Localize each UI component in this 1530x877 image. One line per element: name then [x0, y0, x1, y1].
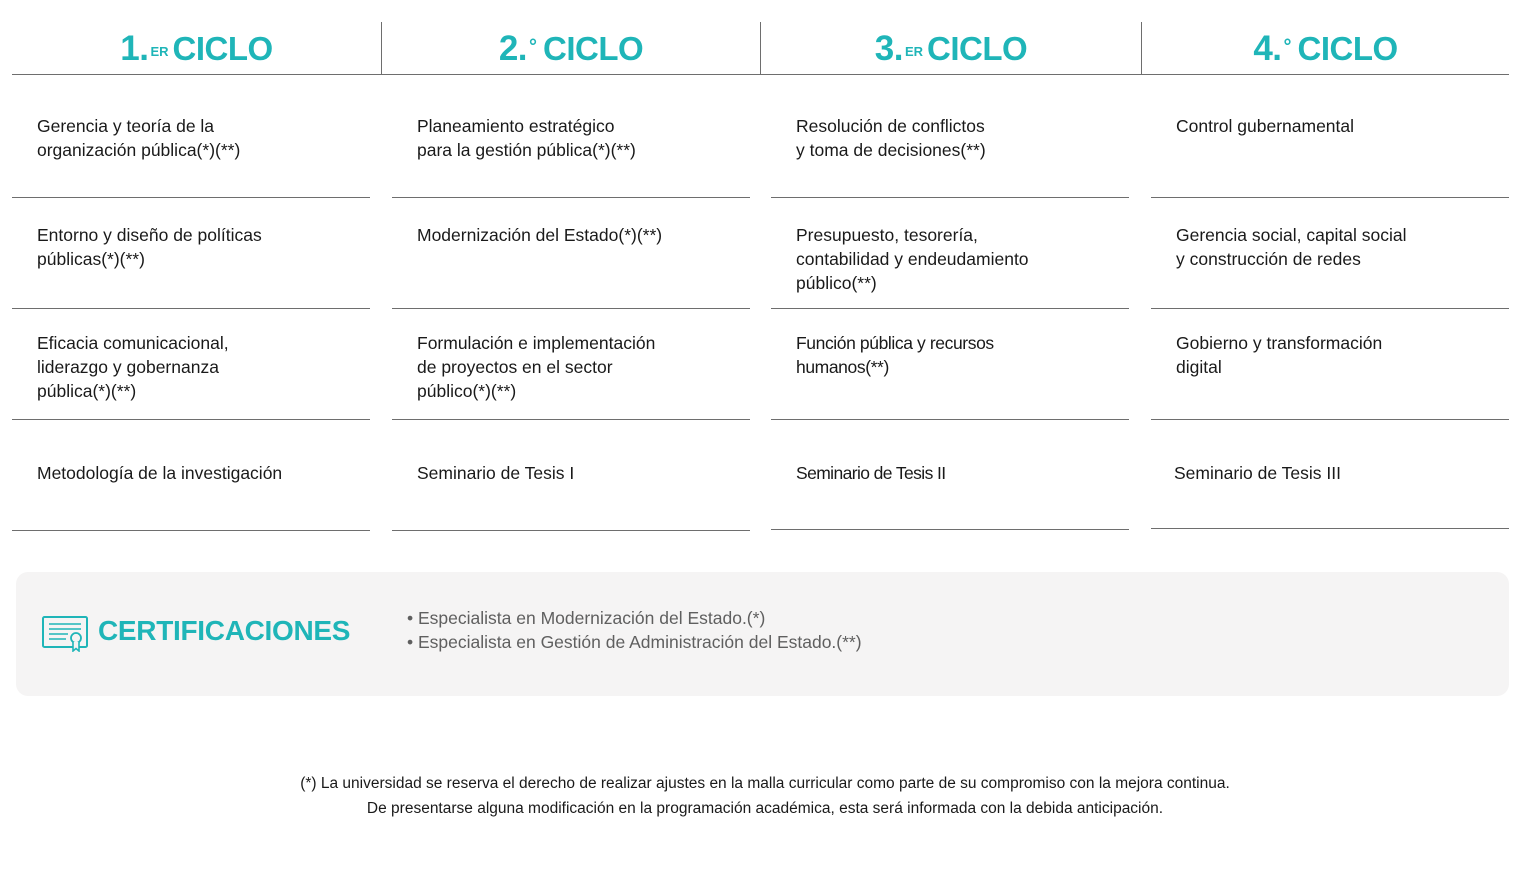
certifications-title: CERTIFICACIONES	[98, 615, 351, 646]
course-cell	[771, 461, 1129, 530]
course-cell	[771, 114, 1129, 198]
cycle-1-header	[12, 22, 381, 74]
course-line: y construcción de redes	[1176, 249, 1361, 269]
cycle-header-row	[12, 22, 1509, 75]
certification-item: • Especialista en Modernización del Estado.(*)	[407, 606, 862, 630]
course-line: pública(*)(**)	[37, 381, 137, 401]
course-line: de proyectos en el sector	[417, 357, 613, 377]
course-cell	[1151, 223, 1509, 309]
course-cell	[392, 461, 750, 531]
certification-item: • Especialista en Gestión de Administración del Estado.(**)	[407, 630, 862, 654]
course-line: y toma de decisiones(**)	[796, 140, 986, 160]
course-line: humanos(**)	[796, 357, 889, 377]
footnote-line-1: (*) La universidad se reserva el derecho de realizar ajustes en la malla curricular como parte de su compromiso con la mejora continua.	[300, 775, 1230, 792]
course-line: público(**)	[796, 273, 877, 293]
course-line: Gobierno y transformación	[1176, 333, 1383, 353]
certifications-list	[407, 606, 862, 654]
cycle-1-label: CICLO	[172, 30, 273, 67]
cycle-3-header	[760, 22, 1141, 74]
cycle-3-suffix: ER	[904, 44, 924, 59]
cycle-2-header	[381, 22, 760, 74]
course-cell	[1151, 331, 1509, 420]
cycle-4-suffix: °	[1283, 36, 1292, 58]
certifications-panel	[16, 572, 1509, 696]
course-line: contabilidad y endeudamiento	[796, 249, 1029, 269]
course-cell	[1151, 114, 1509, 198]
course-line: Control gubernamental	[1176, 116, 1355, 136]
footnote-line-2: De presentarse alguna modificación en la programación académica, esta será informada con la debida anticipación.	[366, 800, 1164, 817]
course-line: Gerencia y teoría de la	[37, 116, 215, 136]
cycle-1-title	[120, 30, 272, 68]
cycle-3-label: CICLO	[927, 30, 1028, 67]
course-cell	[12, 223, 370, 309]
cycle-2-title	[499, 30, 643, 68]
course-line: Resolución de conflictos	[796, 116, 985, 136]
course-cell	[392, 114, 750, 198]
certificate-icon	[42, 616, 88, 652]
course-line: Seminario de Tesis I	[417, 463, 575, 483]
course-cell	[12, 461, 370, 531]
course-line: digital	[1176, 357, 1222, 377]
cycle-4-title	[1253, 30, 1397, 68]
course-line: Planeamiento estratégico	[417, 116, 615, 136]
cycle-1-suffix: ER	[150, 44, 169, 59]
cycle-4-label: CICLO	[1297, 30, 1398, 67]
course-cell	[1151, 461, 1509, 529]
cycle-3-title	[875, 30, 1027, 68]
course-line: público(*)(**)	[417, 381, 517, 401]
footnote	[0, 771, 1530, 821]
course-line: organización pública(*)(**)	[37, 140, 241, 160]
cycle-4-number: 4.	[1253, 29, 1282, 68]
cycle-1-number: 1.	[120, 29, 149, 68]
course-line: Modernización del Estado(*)(**)	[417, 225, 663, 245]
course-cell	[771, 331, 1129, 420]
cycle-2-suffix: °	[529, 36, 538, 58]
course-line: para la gestión pública(*)(**)	[417, 140, 636, 160]
cycle-4-header	[1141, 22, 1509, 74]
course-line: públicas(*)(**)	[37, 249, 145, 269]
course-cell	[12, 331, 370, 420]
cycle-2-number: 2.	[498, 29, 528, 68]
course-line: Entorno y diseño de políticas	[37, 225, 262, 245]
course-line: Función pública y recursos	[796, 333, 994, 353]
cycle-3-number: 3.	[874, 29, 903, 68]
course-cell	[392, 223, 750, 309]
course-line: Eficacia comunicacional,	[37, 333, 229, 353]
course-line: Gerencia social, capital social	[1176, 225, 1407, 245]
course-line: Metodología de la investigación	[37, 463, 283, 483]
course-line: Presupuesto, tesorería,	[796, 225, 978, 245]
course-cell	[12, 114, 370, 198]
course-line: Seminario de Tesis III	[1174, 463, 1341, 483]
course-line: liderazgo y gobernanza	[37, 357, 219, 377]
course-cell	[392, 331, 750, 420]
cycle-2-label: CICLO	[543, 30, 644, 67]
course-line: Formulación e implementación	[417, 333, 656, 353]
course-line: Seminario de Tesis II	[796, 463, 946, 483]
course-cell	[771, 223, 1129, 309]
